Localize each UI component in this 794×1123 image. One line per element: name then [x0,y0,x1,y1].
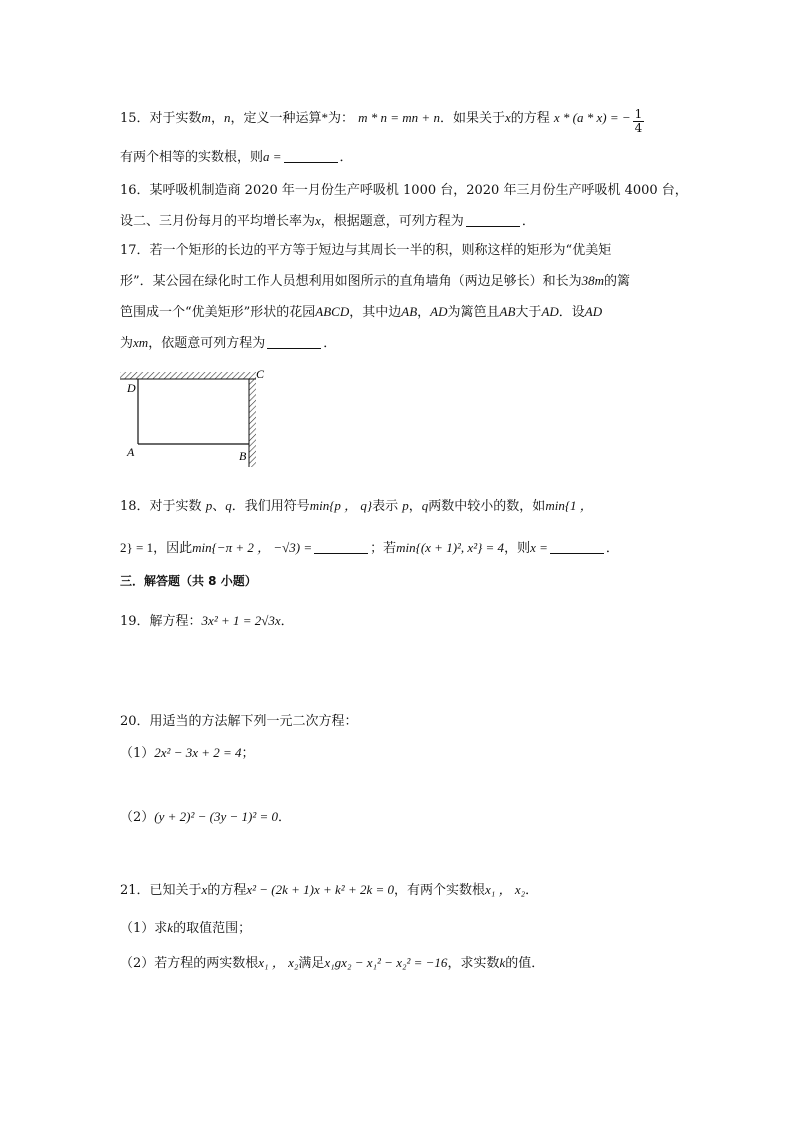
q17-text: 为篱笆且 [447,305,500,320]
q21-text: 满足 [298,956,325,971]
q15-text: 有两个相等的实数根，则 [120,150,264,165]
min-notation: min{p ， q} [309,498,373,513]
label-b: B [239,449,247,463]
punct: ． [323,336,337,351]
q19-equation: 3x² + 1 = 2√3x [201,613,281,628]
punct: ． [605,541,619,556]
roots: x₁ ， x₂ [258,955,299,970]
var-ab: AB [499,304,516,319]
sep: 、 [212,499,226,514]
q19-text: 19．解方程： [120,614,202,629]
punct: ． [278,810,292,825]
min-expression-1: min{−π + 2 ， −√3) = [192,540,313,555]
var-p: p [402,498,409,513]
punct: ． [525,883,539,898]
q16-text: ，根据题意，可列方程为 [320,214,464,229]
q17-text: ．设 [558,305,585,320]
q17-line1 [120,239,611,258]
q15-text: 的方程 [510,111,550,126]
min-example: min{1 ， [545,498,593,513]
q20-equation-2: (y + 2)² − (3y − 1)² = 0 [154,809,279,824]
q21-text: ，有两个实数根 [394,883,486,898]
q16-line1 [120,179,688,198]
q18-text: ；若 [370,541,397,556]
q15-line2 [120,146,353,165]
q21-text: （1）求 [120,921,168,936]
q17-text: 笆围成一个“优美矩形”形状的花园 [120,305,316,320]
var-ab: AB [401,304,418,319]
q21-text: （2）若方程的两实数根 [120,956,259,971]
q15-text: ．如果关于 [439,111,505,126]
q17-text: 为 [120,336,134,351]
q15-text: 15．对于实数 [120,111,202,126]
q17-text: 大于 [515,305,542,320]
punct: ． [521,214,535,229]
var-ad: AD [584,304,603,319]
var-x: x = [530,540,548,555]
var-m: m [201,110,211,125]
sep: ， [417,305,431,320]
top-wall-hatch [120,372,256,379]
q17-line3 [120,301,602,320]
q21-part2 [120,952,544,971]
punct: ． [280,614,294,629]
sep: ， [210,111,224,126]
var-k: k [499,955,506,970]
label-a: A [127,445,135,459]
q21-part1 [120,917,251,936]
q15-text: ，定义一种运算 [230,111,322,126]
part-label: （2） [120,810,155,825]
q15-line1 [120,107,644,135]
var-x: x [504,110,511,125]
q18-line1 [120,495,593,514]
punct: ； [241,746,255,761]
q16-text: 16．某呼吸机制造商 2020 年一月份生产呼吸机 1000 台，2020 年三月份生产呼吸机 4000 台， [120,183,688,198]
q15-text: 为： [327,111,354,126]
q17-text: ，其中边 [349,305,402,320]
var-x: x [315,213,321,228]
q18-text: ．我们用符号 [231,499,310,514]
q20-equation-1: 2x² − 3x + 2 = 4 [154,745,242,760]
q17-line2 [120,270,630,289]
q21-line1 [120,879,538,898]
var-n: n [223,110,231,125]
q20-text: 20．用适当的方法解下列一元二次方程： [120,714,358,729]
q18-text: ，因此 [153,541,193,556]
var-xm: xm [133,335,149,350]
var-k: k [167,920,174,935]
punct: ． [339,150,353,165]
var-ad: AD [430,304,448,319]
q19 [120,610,294,629]
q16-text: 设二、三月份每月的平均增长率为 [120,214,316,229]
q18-text: 两数中较小的数，如 [428,499,546,514]
q21-text: 的方程 [207,883,247,898]
q21-text: ，求实数 [447,956,500,971]
var-abcd: ABCD [315,304,350,319]
min-expression-2: min{(x + 1)², x²} = 4 [396,540,505,555]
section-heading: 三．解答题（共 8 小题） [120,574,257,588]
part-label: （1） [120,746,155,761]
q18-text: 18．对于实数 [120,499,202,514]
answer-blank[interactable] [267,336,321,349]
q20-part2 [120,806,291,825]
answer-blank[interactable] [314,541,368,554]
q17-text: 17．若一个矩形的长边的平方等于短边与其周长一半的积，则称这样的矩形为“优美矩 [120,243,612,258]
star-symbol: * [321,110,328,125]
q21-text: 的值． [505,956,545,971]
length-38m: 38m [581,273,605,288]
label-c: C [256,368,265,381]
var-x: x [201,882,208,897]
q18-line2 [120,537,619,556]
q21-condition: x₁gx₂ − x₁² − x₂² = −16 [324,955,448,970]
fraction-numerator: 1 [634,107,643,121]
fraction [633,108,645,135]
roots: x₁ ， x₂ [485,882,526,897]
q17-text: ，依题意可列方程为 [148,336,266,351]
var-a: a = [263,149,282,164]
answer-blank[interactable] [550,541,604,554]
var-q: q [421,498,429,513]
var-ad: AD [541,304,559,319]
q18-text: ，则 [504,541,531,556]
q21-equation: x² − (2k + 1)x + k² + 2k = 0 [246,882,395,897]
min-example-result: 2} = 1 [120,540,154,555]
q17-text: 的篱 [604,274,631,289]
var-q: q [225,498,232,513]
q20-title [120,710,358,729]
sep: ， [408,499,422,514]
answer-blank[interactable] [466,214,520,227]
rectangle-garden-diagram [118,368,268,468]
q21-text: 21．已知关于 [120,883,202,898]
answer-blank[interactable] [284,150,338,163]
fraction-denominator: 4 [634,121,643,135]
q15-equation: x * (a * x) = − [553,110,631,125]
q15-definition: m * n = mn + n [358,110,440,125]
q17-line4 [120,332,336,351]
q20-part1 [120,742,255,761]
label-d: D [127,381,136,395]
q17-text: 形”．某公园在绿化时工作人员想利用如图所示的直角墙角（两边足够长）和长为 [120,274,582,289]
right-wall-hatch [249,379,256,467]
q16-line2 [120,210,535,229]
q18-text: 表示 [372,499,399,514]
q21-text: 的取值范围； [173,921,252,936]
var-p: p [205,498,213,513]
